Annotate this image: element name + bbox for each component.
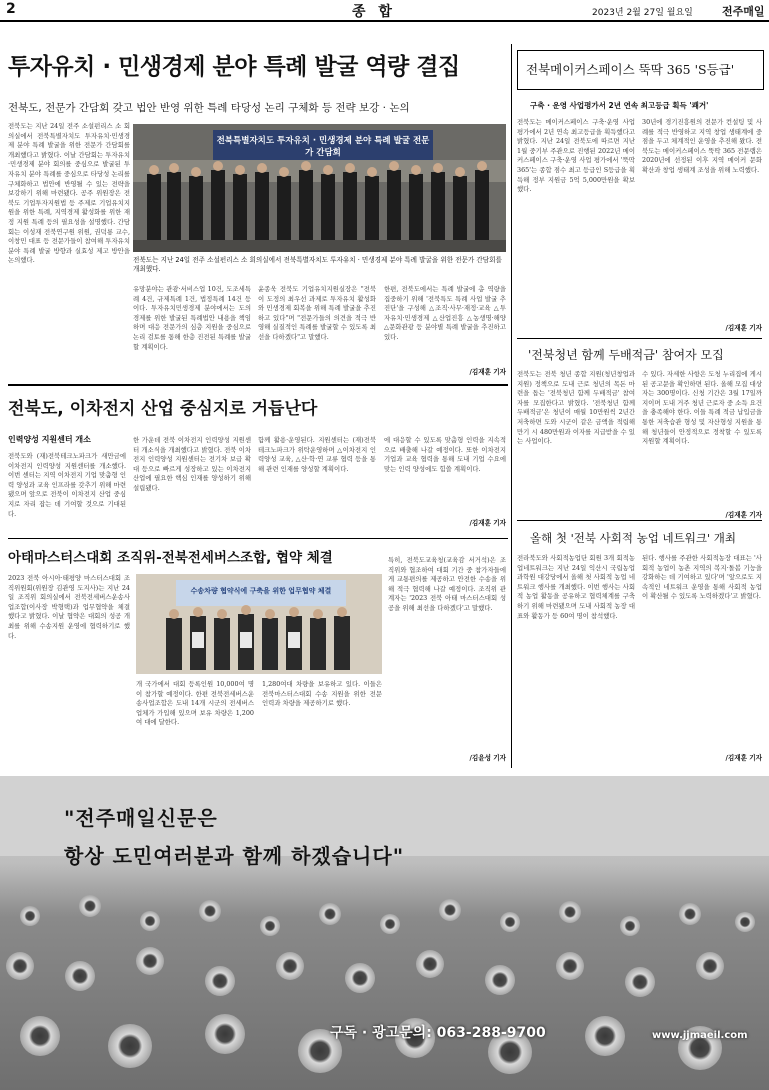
makers-headline: 전북메이커스페이스 뚝딱 365 'S등급' <box>526 62 735 77</box>
battery-body-col4: 에 대응할 수 있도록 맞춤형 인력을 지속적으로 배출해 나갈 예정이다. 또한 이차전지 기업과 교육 협력을 통해 도내 기업 수요에 맞는 인력 양성에도 힘쓸 계획이다. <box>384 436 506 473</box>
ad-slogan-line1: "전주매일신문은 <box>64 806 218 830</box>
issue-date: 2023년 2월 27일 월요일 <box>592 8 693 18</box>
masters-body-col4: 특히, 전북도교육청(교육감 서거석)은 조직위와 협조하여 대회 기간 중 참가자들에게 교통편의를 제공하고 안전한 수송을 위해 적극 협력해 나갈 예정이다. 조직위 관계자는 '2023 전북 아태 마스터스대회 성공을 위해 최선을 다하겠다'고 말했다. <box>388 556 506 612</box>
makers-headline-box <box>517 50 764 90</box>
battery-divider <box>8 538 508 539</box>
youth-byline: /김재훈 기자 <box>725 511 762 519</box>
youth-headline: '전북청년 함께 두배적금' 참여자 모집 <box>528 348 724 362</box>
paper-name: 전주매일 <box>722 5 765 18</box>
battery-headline: 전북도, 이차전지 산업 중심지로 거듭난다 <box>8 399 318 419</box>
battery-body-col2: 한 가운데 전북 이차전지 인력양성 지원센터 개소식을 개최했다고 밝혔다. 전북 이차전지 인력양성 지원센터는 전기차 보급 확대 등으로 빠르게 성장하고 있는 이차전지 산업에 필요한 핵심 인재를 양성하기 위해 설립됐다. <box>133 436 251 492</box>
masters-body-col1: 2023 전북 아시아·태평양 마스터스대회 조직위원회(위원장 김관영 도지사)는 지난 24일 조직위 회의실에서 전북전세버스운송사업조합(이사장 박형택)과 업무협약을 체결했다고 밝혔다. 이날 협약은 대회의 성공 개최를 위해 수송지원 운영에 협력하기로 했다. <box>8 574 130 640</box>
makers-body-col1: 전북도는 메이커스페이스 구축·운영 사업평가에서 2년 연속 최고등급을 획득했다고 밝혔다. 지난 24일 전북도에 따르면 지난 1월 중기부 주관으로 진행된 2022년 메이커스페이스 구축·운영 사업 평가에서 '뚝딱 365'는 종합 점수 최고 등급인 S등급을 획득해 정부 지원금 5억 5,000만원을 확보했다. <box>517 118 635 194</box>
column-divider <box>511 44 512 768</box>
youth-body-col2: 수 있다. 자세한 사항은 도청 누리집에 게시된 공고문을 확인하면 된다. 올해 모집 대상자는 300명이다. 신청 기간은 3월 17일까지이며 도내 거주 청년 근로자 중 소득 요건을 충족해야 한다. 이들 특례 적금 납입금을 통한 저축습관 형성 및 자산형성 지원을 통해 청년들이 안정적으로 정착할 수 있도록 지원할 계획이다. <box>642 370 762 446</box>
section-name: 종 합 <box>352 4 396 20</box>
masters-byline: /김윤성 기자 <box>469 754 506 762</box>
masters-headline: 아태마스터스대회 조직위-전북전세버스조합, 협약 체결 <box>8 550 333 566</box>
battery-body-col3: 함께 활용·운영된다. 지원센터는 (재)전북테크노파크가 위탁운영하며 △이차전지 인력양성 교육, △산·학·연 교류 협력 등을 통해 관련 인재를 양성할 계획이다. <box>258 436 376 473</box>
social-headline: 올해 첫 '전북 사회적 농업 네트워크' 개최 <box>530 531 736 545</box>
social-body-col1: 전라북도와 사회적농업단 회원 3개 회적농업네트워크는 지난 24일 익산시 국립농업과학원 대강당에서 올해 첫 사회적 농업 네트워크 행사를 개최했다. 이번 행사는 사회적 농업 활동을 공유하고 협력체계를 구축하기 위해 마련됐으며 도내 사회적 농장 대표와 활동가 등 60여 명이 참석했다. <box>517 554 635 620</box>
social-byline: /김재훈 기자 <box>725 754 762 762</box>
battery-subheadline: 인력양성 지원센터 개소 <box>8 435 91 444</box>
makers-divider <box>517 338 762 339</box>
youth-body-col1: 전북도는 전북 청년 종합 지원(청년창업과 지원) 정책으로 도내 근로 청년의 목돈 마련을 돕는 '전북청년 함께 두배적금' 참여자를 모집한다고 밝혔다. '전북청년 함께 두배적금'은 청년이 매월 10만원씩 2년간 저축하면 도와 시군이 같은 금액을 적립해 만기 시 480만원과 이자를 지급받을 수 있는 사업이다. <box>517 370 635 446</box>
main-body-col2: 유망분야는 관광·서비스업 10건, 도조세특례 4건, 규제특례 1건, 법정특례 14건 등이다. 투자유치민생경제 분야에서는 도의 경제를 위한 발굴된 특례법안 내용을 책임하며 대응 전문가의 심층 지원을 중심으로 논리 검토를 통해 한층 진전된 특례를 발굴할 계획이다. <box>133 285 251 351</box>
main-bottom-rule <box>8 384 508 386</box>
youth-divider <box>517 520 762 521</box>
main-byline: /김재훈 기자 <box>469 368 506 376</box>
makers-body-col2: 30년에 경기진흥원의 전문가 컨설팅 및 사례를 적극 반영하고 지역 창업 생태계에 중점을 두고 체계적인 운영을 추진해 왔다. 전북도는 메이커스페이스 뚝딱 365 전문랩은 2020년에 선정된 이후 지역 메이커 문화 확산과 창업 생태계 조성을 위해 노력했다. <box>642 118 762 174</box>
main-headline: 투자유치 · 민생경제 분야 특례 발굴 역량 결집 <box>8 54 460 80</box>
masters-body-col2: 개 국가에서 대회 등록인원 10,000여 명이 참가할 예정이다. 한편 전북전세버스운송사업조합은 도내 14개 시군의 전세버스 업체가 가입해 있으며 보유 차량은 1,200여 대에 달한다. <box>136 680 254 727</box>
battery-byline: /김재훈 기자 <box>469 519 506 527</box>
main-photo <box>133 124 506 252</box>
masters-photo <box>136 574 382 674</box>
page-number: 2 <box>6 1 16 17</box>
ad-url: www.jjmaeil.com <box>652 1030 748 1041</box>
makers-subheadline: 구축 · 운영 사업평가서 2년 연속 최고등급 획득 '쾌거' <box>530 101 709 110</box>
makers-byline: /김재훈 기자 <box>725 324 762 332</box>
masters-photo-banner: 수송차량 협약식에 구축을 위한 업무협약 체결 <box>190 587 332 595</box>
main-photo-banner: 전북특별자치도 투자유치 · 민생경제 분야 특례 발굴 전문가 간담회 <box>216 136 430 158</box>
main-body-col4: 한편, 전북도에서는 특례 발굴에 총 역량을 집중하기 위해 '전북특도 특례 사업 발굴 추진단'을 구성해 △조직·사무·재정·교육 △투자유치·민생경제 △산업진흥 △농생명·해양 △문화관광 등 분야별 특례 발굴을 추진하고 있다. <box>384 285 506 341</box>
main-body-col3: 윤종욱 전북도 기업유치지원실장은 "전북이 도정의 최우선 과제로 투자유치 활성화와 민생경제 회복을 위해 특례 발굴을 추진하고 있다"며 "전문가들의 의견을 적극 반영해 실질적인 특례를 발굴할 수 있도록 최선을 다하겠다"고 말했다. <box>258 285 376 341</box>
ad-contact: 구독 · 광고문의: 063-288-9700 <box>330 1025 546 1041</box>
advertisement-banner <box>0 776 769 1090</box>
ad-slogan-line2: 항상 도민여러분과 함께 하겠습니다" <box>64 844 405 868</box>
social-body-col2: 된다. 행사를 주관한 사회적농장 대표는 '사회적 농업이 농촌 지역의 복지·돌봄 기능을 강화하는 데 기여하고 있다'며 '앞으로도 지속적인 네트워크 운영을 통해 사회적 농업이 확산될 수 있도록 노력하겠다'고 밝혔다. <box>642 554 762 601</box>
main-body-col1: 전북도는 지난 24일 전주 소설펀리스 소 회의실에서 전북특별자치도 투자유치·민생경제 분야 특례 발굴을 위한 전문가 간담회를 개최했다고 밝혔다. 이날 간담회는 투자유치·민생경제 분야 회의를 중심으로 발굴된 투자유치 분야 특례를 중심으로 타당성 논리를 구체화하고 법안에 반영될 수 있는 전략을 보강하기 위해 마련됐다. 공주 위원장은 전북도 기업투자지원법 등 주제로 기업유치지원을 위한 특례, 지역경제 활성화를 위한 재정 지원 특례 등의 필요성을 설명했다. 간담회는 이성재 전북연구원 위원, 권덕룡 교수, 이창민 대표 등 전문가들이 참여해 투자유치 분야 특례 발굴 방향과 실효성 제고 방안을 논의했다. <box>8 122 130 265</box>
main-photo-caption: 전북도는 지난 24일 전주 소설펀리스 소 회의실에서 전북특별자치도 투자유치 · 민생경제 분야 특례 발굴을 위한 전문가 간담회를 개최했다. <box>133 256 502 273</box>
masters-body-col3: 1,280여대 차량을 보유하고 있다. 이들은 전북마스터스대회 수송 지원을 위한 전문 인력과 차량을 제공하기로 했다. <box>262 680 382 708</box>
page-header <box>0 0 769 22</box>
battery-body-col1: 전북도와 (재)전북테크노파크가 새만금에 이차전지 인력양성 지원센터를 개소했다. 이번 센터는 지역 이차전지 기업 맞춤형 인력 양성과 교육 인프라를 갖추기 위해 마련됐으며 앞으로 전북이 이차전지 산업 중심지로 자리 잡는 데 기여할 것으로 기대된다. <box>8 452 126 518</box>
main-subheadline: 전북도, 전문가 간담회 갖고 법안 반영 위한 특례 타당성 논리 구체화 등 전략 보강 · 논의 <box>8 102 410 114</box>
